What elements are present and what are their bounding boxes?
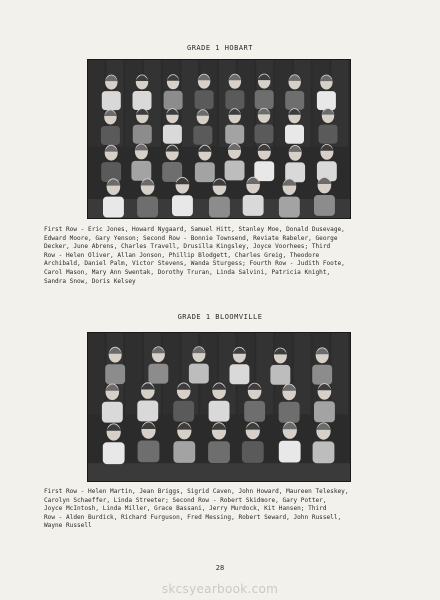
section-heading-bloomville: GRADE 1 BLOOMVILLE: [177, 313, 263, 321]
class-photo-bloomville-image: [88, 333, 350, 481]
section-heading-hobart: GRADE 1 HOBART: [186, 44, 253, 52]
class-photo-hobart: [88, 60, 350, 218]
caption-bloomville: First Row - Helen Martin, Jean Briggs, Sigrid Caven, John Howard, Maureen Teleskey, Carolyn Schaeffer, Linda Streeter; Second Row - Robert Skidmore, Gary Potter, Joyce McIntosh, Linda Miller, Grace Bassani, Jerry Murdock, Kit Hansen; Third Row - Alden Burdick, Richard Furguson, Fred Messing, Robert Seward, John Russell, Wayne Russell: [44, 488, 349, 530]
class-photo-hobart-image: [88, 60, 350, 218]
page-number: 28: [215, 564, 225, 572]
class-photo-bloomville: [88, 333, 350, 481]
caption-hobart: First Row - Eric Jones, Howard Nygaard, Samuel Hitt, Stanley Moe, Donald Dusevage, Edward Moore, Gary Yenson; Second Row - Bonnie Townsend, Reviate Rabeler, George Decker, June Abrens, Charles Travell, Drusilla Kingsley, Joyce Voorhees; Third Row - Helen Oliver, Allan Jonson, Phillip Blodgett, Charles Greig, Theodore Archibald, Daniel Palm, Victor Stevens, Wanda Sturgess; Fourth Row - Judith Foote, Carol Mason, Mary Ann Swentak, Dorothy Truran, Linda Salvini, Patricia Knight, Sandra Snow, Doris Kelsey: [44, 226, 345, 285]
watermark: skcsyearbook.com: [161, 582, 279, 596]
